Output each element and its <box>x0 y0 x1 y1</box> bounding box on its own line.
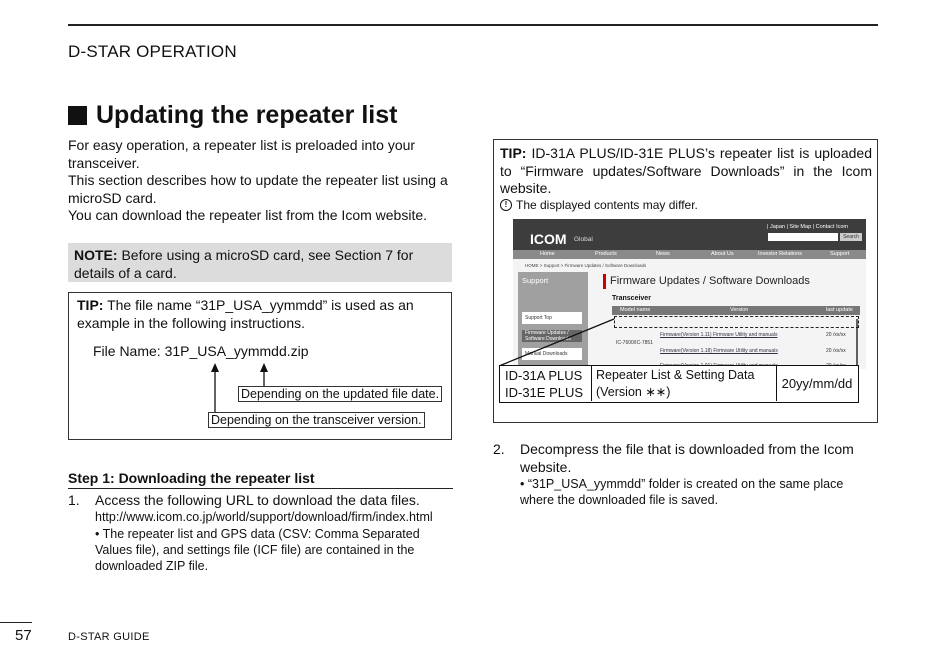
callout-item <box>592 366 777 401</box>
step-rule <box>68 488 453 489</box>
info-icon: ! <box>500 199 512 211</box>
site-row-date: 20 /xx/xx <box>826 348 846 354</box>
note-box <box>68 243 452 282</box>
site-model-name: IC-7600/IC-7851 <box>616 340 653 346</box>
site-search-button: Search <box>840 233 862 241</box>
site-nav-item: About Us <box>711 251 734 257</box>
callout-line-left <box>499 319 614 366</box>
site-col-header: Version <box>730 307 749 313</box>
intro-text <box>68 137 460 225</box>
disclaimer-text: The displayed contents may differ. <box>516 198 698 212</box>
site-nav-item: Support <box>830 251 850 257</box>
site-sidebar-item: Manual Downloads <box>522 348 582 360</box>
page-number-rule <box>0 622 32 623</box>
site-top-links: | Japan | Site Map | Contact Icom <box>767 224 849 230</box>
callout-models <box>500 366 592 401</box>
callout-table <box>499 365 859 403</box>
intro-paragraph: For easy operation, a repeater list is preloaded into your transceiver. <box>68 137 416 171</box>
site-breadcrumb: HOME > Support > Firmware Updates / Software Downloads <box>525 263 647 268</box>
step2-bullet: • “31P_USA_yymmdd” folder is created on the same place where the downloaded file is saved. <box>520 477 844 507</box>
site-nav-item: Home <box>540 251 555 257</box>
site-table-row: Firmware(Version 1.18) Firmware Utility and manuals <box>660 348 778 354</box>
arrow-version-head <box>211 363 219 372</box>
footer-guide: D-STAR GUIDE <box>68 631 150 643</box>
site-sidebar-item: Firmware Updates / Software Downloads <box>522 330 582 342</box>
page-title-text: Updating the repeater list <box>96 101 398 129</box>
step1-bullet: • The repeater list and GPS data (CSV: Comma Separated Values file), and settings file (ICF file) are contained in the downloaded ZIP file. <box>95 527 420 573</box>
arrow-date-head <box>260 363 268 372</box>
step-title: Step 1: Downloading the repeater list <box>68 470 315 486</box>
site-subtitle: Transceiver <box>612 295 651 302</box>
page-title <box>68 101 397 130</box>
section-header: D-STAR OPERATION <box>68 42 237 61</box>
site-sidebar-item: Support Top <box>522 312 582 324</box>
site-row-date: 20 /xx/xx <box>826 332 846 338</box>
step-number: 2. <box>493 441 505 457</box>
step-text: Access the following URL to download the data files. <box>95 492 420 508</box>
intro-paragraph: This section describes how to update the repeater list using a microSD card. <box>68 172 448 206</box>
note-text: Before using a microSD card, see Section 7 for details of a card. <box>74 247 414 281</box>
callout-version: (Version ∗∗) <box>596 385 671 399</box>
intro-paragraph: You can download the repeater list from the Icom website. <box>68 207 428 223</box>
page-number: 57 <box>15 627 32 644</box>
label-file-date: Depending on the updated file date. <box>238 386 442 402</box>
site-page-title: Firmware Updates / Software Downloads <box>610 275 810 287</box>
tip2-label: TIP: <box>500 145 527 161</box>
callout-model-a: ID-31A PLUS <box>505 368 583 383</box>
site-nav-item: Investor Relations <box>758 251 803 257</box>
filename-example: File Name: 31P_USA_yymmdd.zip <box>93 343 309 359</box>
square-bullet-icon <box>68 106 87 125</box>
site-nav-item: Products <box>595 251 617 257</box>
site-col-header: last update <box>826 307 853 313</box>
tip-body: The file name “31P_USA_yymmdd” is used as an example in the following instructions. <box>77 297 414 331</box>
label-transceiver-version: Depending on the transceiver version. <box>208 412 425 428</box>
top-rule <box>68 24 878 26</box>
site-col-header: Model name <box>620 307 651 313</box>
site-sidebar-title: Support <box>522 276 549 285</box>
step-number: 1. <box>68 492 80 508</box>
site-nav-item: News <box>656 251 670 257</box>
site-table-row: Firmware(Version 1.11) Firmware Utility and manuals <box>660 332 778 338</box>
tip-label: TIP: <box>77 297 104 313</box>
tip2-body: ID-31A PLUS/ID-31E PLUS’s repeater list is uploaded to “Firmware updates/Software Downloads” in the Icom website. <box>500 145 872 196</box>
site-global-label: Global <box>574 236 593 243</box>
icom-logo: ICOM <box>530 231 567 247</box>
note-label: NOTE: <box>74 247 118 263</box>
callout-model-e: ID-31E PLUS <box>505 385 584 400</box>
download-url[interactable]: http://www.icom.co.jp/world/support/download/firm/index.html <box>95 510 433 524</box>
callout-date: 20yy/mm/dd <box>781 376 853 391</box>
step-text: Decompress the file that is downloaded from the Icom website. <box>520 441 854 475</box>
callout-item-name: Repeater List & Setting Data <box>596 368 755 382</box>
